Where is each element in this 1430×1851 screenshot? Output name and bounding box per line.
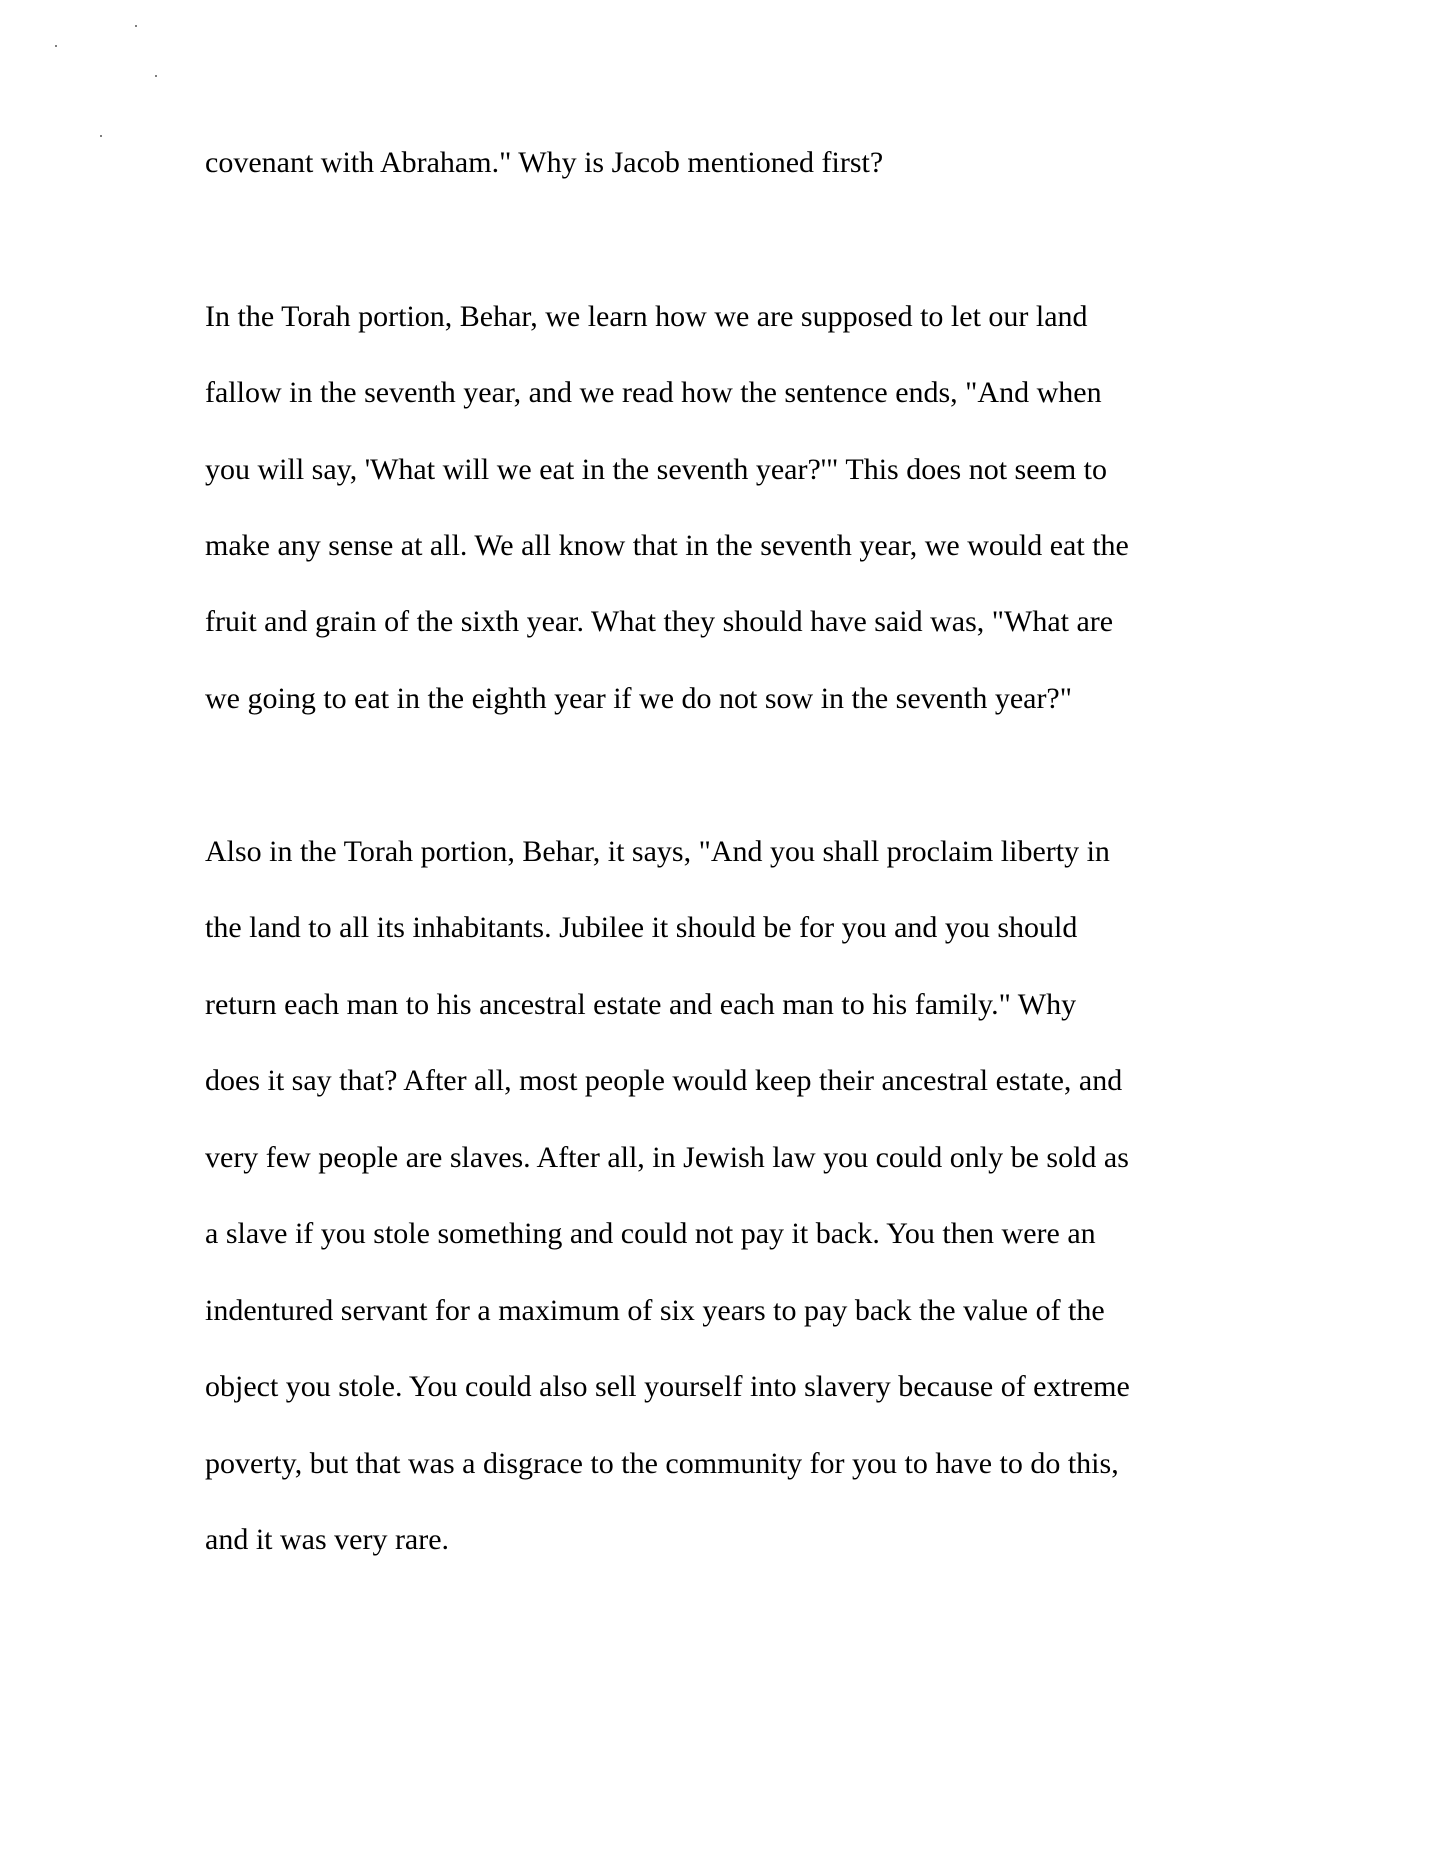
scan-speck [135,25,137,27]
text-line-17: and it was very rare. [205,1523,450,1556]
scan-speck [55,45,57,47]
text-line-5: make any sense at all. We all know that in the seventh year, we would eat the [205,529,1129,562]
text-line-9: the land to all its inhabitants. Jubilee it should be for you and you should [205,911,1078,944]
text-line-14: indentured servant for a maximum of six years to pay back the value of the [205,1294,1105,1327]
scan-speck [100,135,102,137]
text-line-6: fruit and grain of the sixth year. What they should have said was, "What are [205,605,1114,638]
text-line-12: very few people are slaves. After all, in Jewish law you could only be sold as [205,1141,1129,1174]
text-line-7: we going to eat in the eighth year if we do not sow in the seventh year?" [205,682,1072,715]
scan-speck [155,75,157,77]
text-line-11: does it say that? After all, most people would keep their ancestral estate, and [205,1064,1123,1097]
text-line-10: return each man to his ancestral estate and each man to his family." Why [205,988,1077,1021]
text-line-2: In the Torah portion, Behar, we learn how we are supposed to let our land [205,300,1088,333]
text-line-8: Also in the Torah portion, Behar, it says, "And you shall proclaim liberty in [205,835,1110,868]
text-line-1: covenant with Abraham." Why is Jacob mentioned first? [205,146,884,179]
text-line-3: fallow in the seventh year, and we read how the sentence ends, "And when [205,376,1102,409]
text-line-13: a slave if you stole something and could not pay it back. You then were an [205,1217,1096,1250]
text-line-15: object you stole. You could also sell yourself into slavery because of extreme [205,1370,1130,1403]
text-line-16: poverty, but that was a disgrace to the community for you to have to do this, [205,1447,1119,1480]
text-line-4: you will say, 'What will we eat in the seventh year?'" This does not seem to [205,453,1108,486]
